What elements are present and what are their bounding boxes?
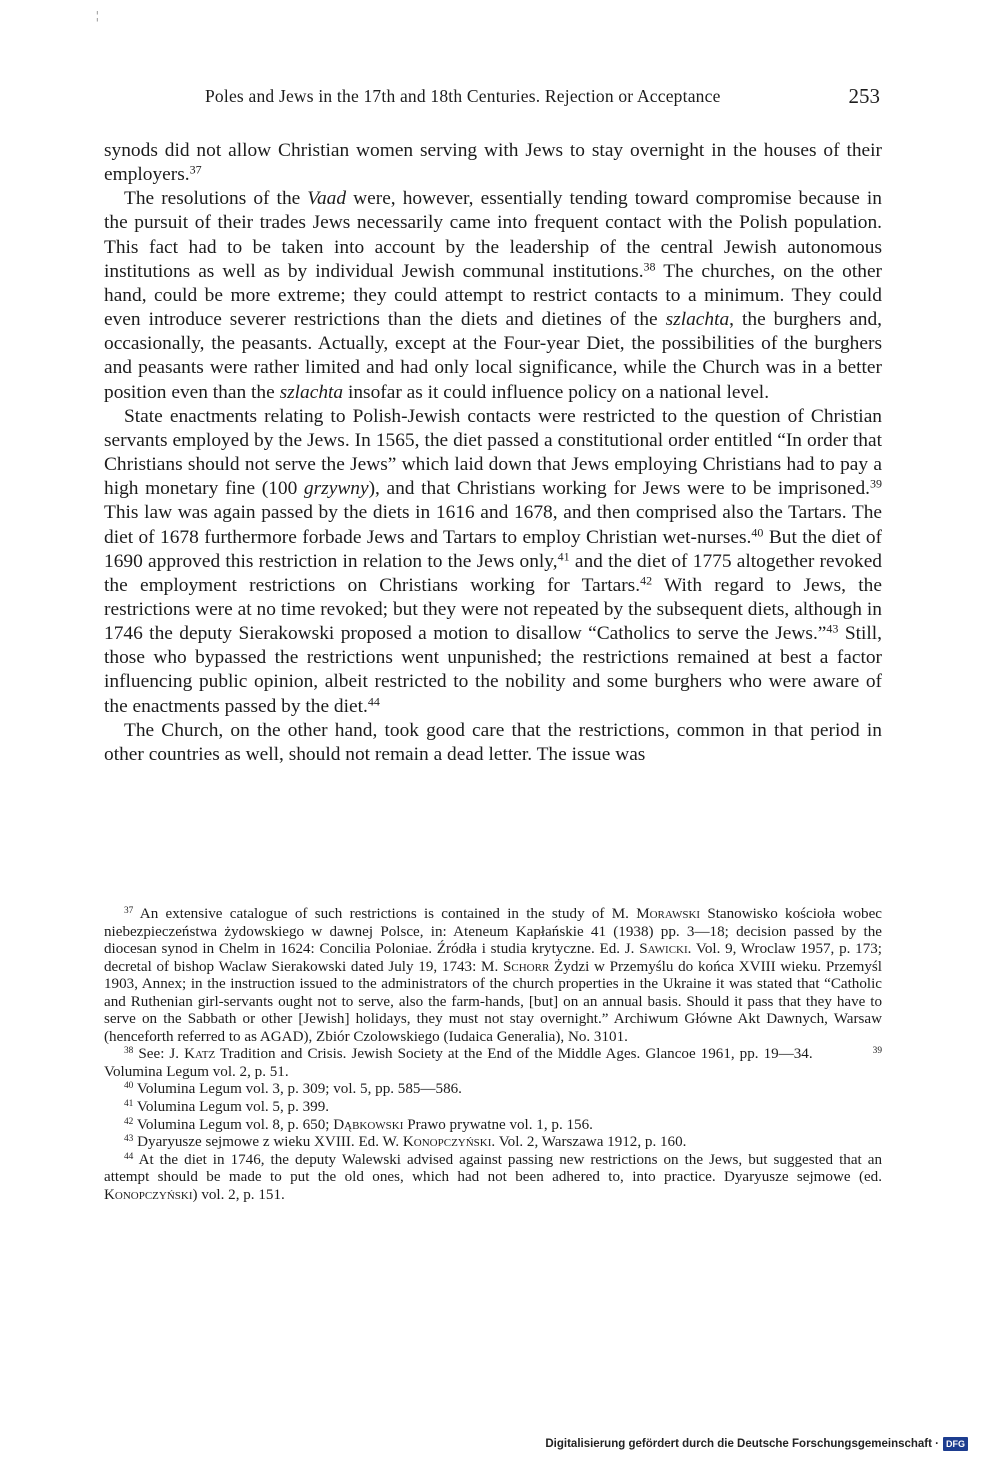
footnote-37: $^{37}$ An extensive catalogue of such restrictions is contained in the study of M. Morawski Stanowisko kościoła wobec niebezpieczeństwa żydowskiego w dawnej Polsce, in: Ateneum Kapłańskie 41 (1938) pp. 3—18; decision passed by the diocesan synod in Chelm in 1624: Concilia Poloniae. Źródła i studia krytyczne. Ed. J. Sawicki. Vol. 9, Wroclaw 1957, p. 173; decretal of bishop Waclaw Sierakowski dated July 19, 1743: M. Schorr Żydzi w Przemyślu do końca XVIII wieku. Przemyśl 1903, Annex; in the instruction issued to the administrators of the church properties in the Ukraine it was stated that “Catholic and Ruthenian girl-servants ought not to serve, also the farm-hands, [but] on an annual basis. Should it pass that they have to serve on the Sabbath or other [Jewish] holidays, they must not stay overnight.” Archiwum Główne Akt Dawnych, Warsaw (henceforth referred to as AGAD), Zbiór Czolowskiego (Iudaica Generalia), No. 3101.: [104, 905, 882, 1045]
footnote-ref[interactable]: 43: [826, 621, 839, 636]
footnote-ref[interactable]: 44: [367, 693, 380, 708]
digitization-credit: [545, 1437, 968, 1451]
main-text: [104, 139, 882, 767]
footnote-41: $^{41}$ Volumina Legum vol. 5, p. 399.: [124, 1098, 330, 1116]
footnote-ref[interactable]: 38: [643, 259, 656, 274]
paragraph: State enactments relating to Polish-Jewish contacts were restricted to the question of Christian servants employed by the Jews. In 1565, the diet passed a constitutional order entitled “In order that Christians should not serve the Jews” which laid down that Jews employing Christians had to pay a high monetary fine (100 grzywny), and that Christians working for Jews were to be imprisoned.$^{39}$ This law was again passed by the diets in 1616 and 1678, and then comprised also the Tartars. The diet of 1678 furthermore forbade Jews and Tartars to employ Christian wet-nurses.$^{40}$ But the diet of 1690 approved this restriction in relation to the Jews only,$^{41}$ and the diet of 1775 altogether revoked the employment restrictions on Christians working for Tartars.$^{42}$ With regard to Jews, the restrictions were at no time revoked; but they were not repeated by the subsequent diets, although in 1746 the deputy Sierakowski proposed a motion to disallow “Catholics to serve the Jews.”$^{43}$ Still, those who bypassed the restrictions went unpunished; the restrictions remained at best a factor influencing public opinion, albeit restricted to the nobility and some burghers who were aware of the enactments passed by the diet.$^{44}$: [104, 405, 883, 717]
footnote-43: $^{43}$ Dyaryusze sejmowe z wieku XVIII. Ed. W. Konopczyński. Vol. 2, Warszawa 1912, p. 160.: [124, 1133, 687, 1151]
footnote-ref[interactable]: 39: [870, 476, 883, 491]
corner-mark: ¦: [96, 8, 99, 22]
footnotes: [104, 906, 882, 1204]
credit-text: Digitalisierung gefördert durch die Deutsche Forschungsgemeinschaft ·: [545, 1438, 939, 1450]
running-header: [105, 86, 880, 116]
footnote-ref[interactable]: 41: [557, 549, 570, 564]
footnote-ref[interactable]: 37: [189, 162, 202, 177]
running-title: Poles and Jews in the 17th and 18th Centuries. Rejection or Acceptance: [205, 86, 721, 106]
paragraph: The resolutions of the Vaad were, however, essentially tending toward compromise because in the pursuit of their trades Jews necessarily came into frequent contact with the Polish population. This fact had to be taken into account by the leadership of the central Jewish autonomous institutions as well as by individual Jewish communal institutions.$^{38}$ The churches, on the other hand, could be more extreme; they could attempt to restrict contacts to a minimum. They could even introduce severer restrictions than the diets and dietines of the szlachta, the burghers and, occasionally, the peasants. Actually, except at the Four-year Diet, the possibilities of the burghers and peasants were rather limited and had only local significance, while the Church was in a better position even than the szlachta insofar as it could influence policy on a national level.: [104, 188, 883, 403]
footnote-ref[interactable]: 40: [751, 524, 764, 539]
footnote-38-39: $^{38}$ See: J. Katz Tradition and Crisis. Jewish Society at the End of the Middle Ages. Glancoe 1961, pp. 19—34. $^{39}$ Volumina Legum vol. 2, p. 51.: [104, 1046, 882, 1080]
footnote-40: $^{40}$ Volumina Legum vol. 3, p. 309; vol. 5, pp. 585—586.: [124, 1081, 462, 1098]
paragraph: The Church, on the other hand, took good care that the restrictions, common in that period in other countries as well, should not remain a dead letter. The issue was: [104, 719, 882, 765]
page-number: 253: [848, 84, 880, 108]
footnote-44: $^{44}$ At the diet in 1746, the deputy Walewski advised against passing new restrictions on the Jews, but suggested that an attempt should be made to put the old ones, which had not been adhered to, into practice. Dyaryusze sejmowe (ed. Konopczyński) vol. 2, p. 151.: [104, 1151, 882, 1203]
paragraph: synods did not allow Christian women serving with Jews to stay overnight in the houses of their employers.$^{37}$: [104, 140, 882, 186]
footnote-ref[interactable]: 42: [640, 573, 653, 588]
dfg-logo: DFG: [943, 1437, 968, 1451]
footnote-42: $^{42}$ Volumina Legum vol. 8, p. 650; Dąbkowski Prawo prywatne vol. 1, p. 156.: [124, 1116, 593, 1133]
